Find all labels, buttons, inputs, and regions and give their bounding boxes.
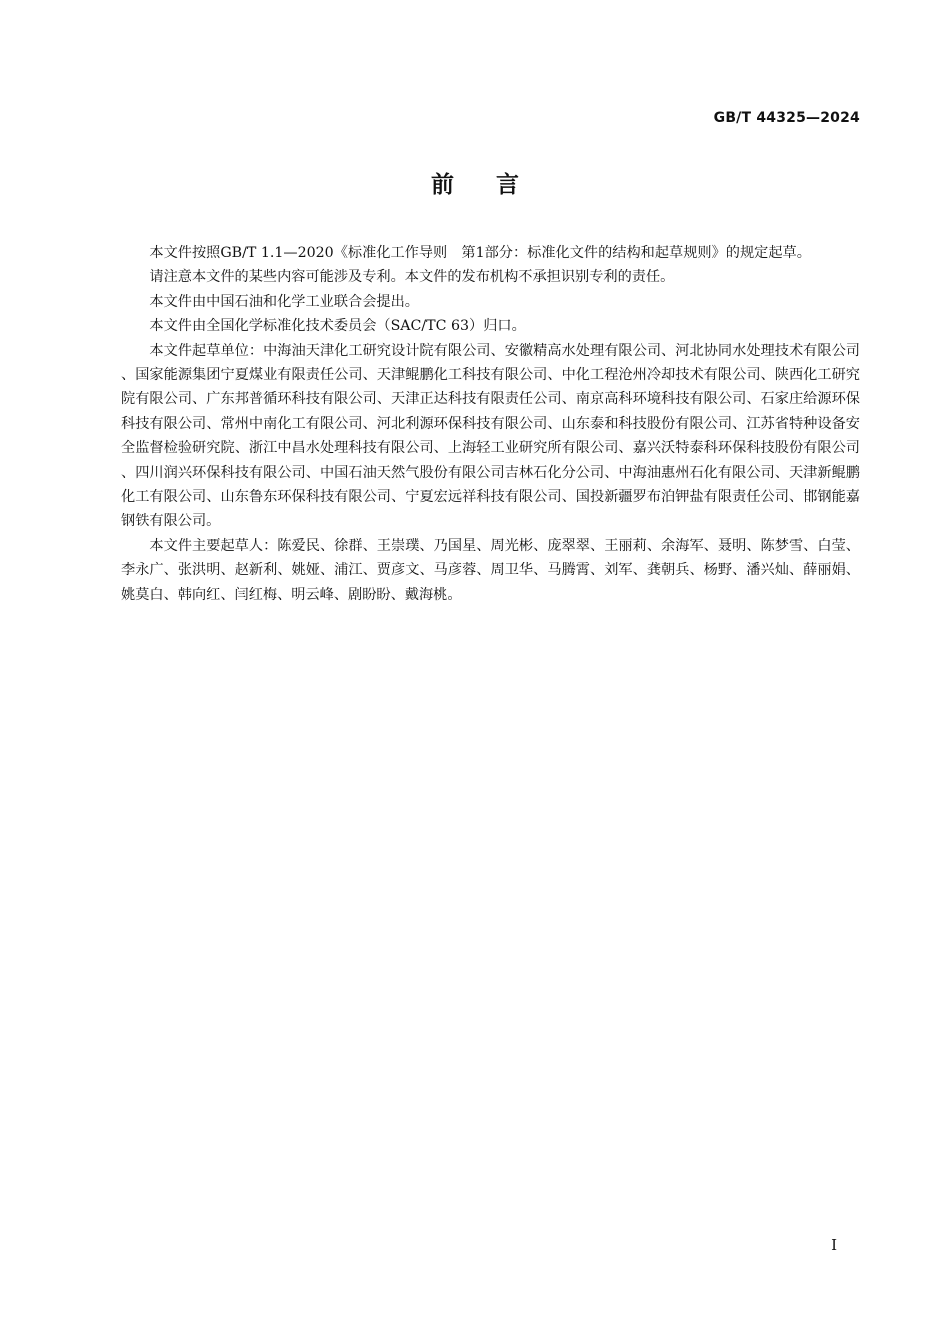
paragraph-proposed-by: 本文件由中国石油和化学工业联合会提出。	[149, 293, 419, 310]
standard-number: GB/T 44325—2024	[713, 110, 860, 126]
page-number: I	[831, 1236, 837, 1254]
paragraph-drafting-rules: 本文件按照GB/T 1.1—2020《标准化工作导则 第1部分：标准化文件的结构和起草规则》的规定起草。	[149, 245, 811, 261]
page-title: 前言	[431, 172, 561, 198]
paragraph-patent-notice: 请注意本文件的某些内容可能涉及专利。本文件的发布机构不承担识别专利的责任。	[149, 269, 675, 286]
paragraph-drafting-organizations: 本文件起草单位：中海油天津化工研究设计院有限公司、安徽精高水处理有限公司、河北协同水处理技术有限公司、国家能源集团宁夏煤业有限责任公司、天津鲲鹏化工科技有限公司、中化工程沧州冷却技术有限公司、陕西化工研究院有限公司、广东邦普循环科技有限公司、天津正达科技有限责任公司、南京高科环境科技有限公司、石家庄给源环保科技有限公司、常州中南化工有限公司、河北利源环保科技有限公司、山东泰和科技股份有限公司、江苏省特种设备安全监督检验研究院、浙江中昌水处理科技有限公司、上海轻工业研究所有限公司、嘉兴沃特泰科环保科技股份有限公司、四川润兴环保科技有限公司、中国石油天然气股份有限公司吉林石化分公司、中海油惠州石化有限公司、天津新鲲鹏化工有限公司、山东鲁东环保科技有限公司、宁夏宏远祥科技有限公司、国投新疆罗布泊钾盐有限责任公司、邯钢能嘉钢铁有限公司。	[121, 342, 860, 530]
paragraph-main-drafters: 本文件主要起草人：陈爱民、徐群、王崇璞、乃国星、周光彬、庞翠翠、王丽莉、余海军、聂明、陈梦雪、白莹、李永广、张洪明、赵新利、姚娅、浦江、贾彦文、马彦蓉、周卫华、马腾霄、刘军、龚朝兵、杨野、潘兴灿、薛丽娟、姚莫白、韩向红、闫红梅、明云峰、剧盼盼、戴海桃。	[121, 537, 860, 603]
document-body	[121, 241, 860, 607]
paragraph-under-jurisdiction: 本文件由全国化学标准化技术委员会（SAC/TC 63）归口。	[149, 318, 526, 335]
